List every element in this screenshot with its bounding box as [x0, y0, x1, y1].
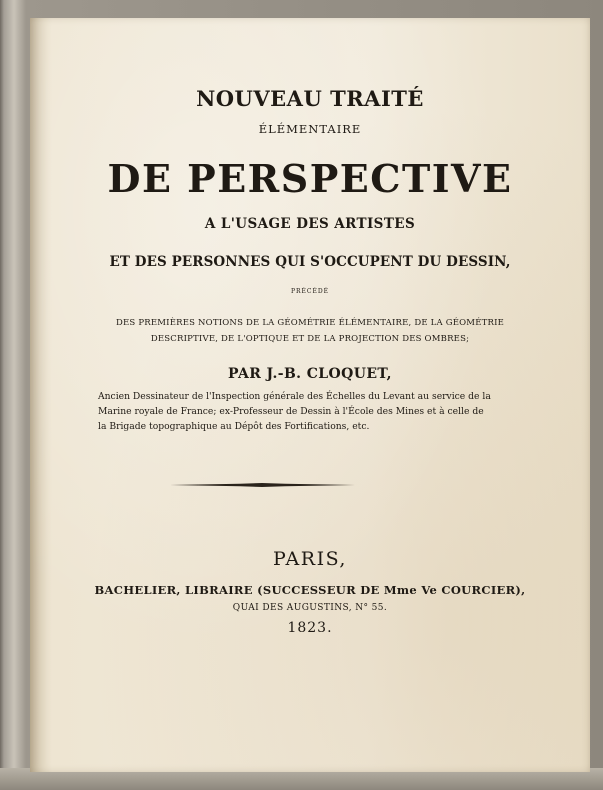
imprint-year: 1823.	[287, 620, 333, 636]
author-line: PAR J.-B. CLOQUET,	[228, 366, 392, 382]
precede-label: PRÉCÉDÉ	[290, 288, 330, 295]
imprint-city: PARIS,	[273, 548, 347, 570]
imprint-publisher: BACHELIER, LIBRAIRE (SUCCESSEUR DE Mme Ve COURCIER),	[94, 583, 526, 597]
title-line-elementaire: ÉLÉMENTAIRE	[258, 122, 362, 136]
title-line-nouveau-traite: NOUVEAU TRAITÉ	[196, 86, 424, 111]
subtitle-personnes-dessin: ET DES PERSONNES QUI S'OCCUPENT DU DESSIN,	[109, 254, 511, 270]
author-credentials-line: la Brigade topographique au Dépôt des Fortifications, etc.	[98, 421, 370, 432]
imprint-address: QUAI DES AUGUSTINS, N° 55.	[232, 603, 388, 613]
author-credentials-line: Marine royale de France; ex-Professeur de Dessin à l'École des Mines et à celle de	[98, 406, 484, 417]
subtitle-usage-artistes: A L'USAGE DES ARTISTES	[204, 216, 416, 232]
title-page	[30, 18, 590, 772]
author-credentials	[98, 389, 491, 434]
ornamental-rule	[170, 483, 355, 487]
contents-line-2: DESCRIPTIVE, DE L'OPTIQUE ET DE LA PROJECTION DES OMBRES;	[150, 334, 470, 344]
title-line-de-perspective: DE PERSPECTIVE	[107, 156, 513, 201]
contents-line-1: DES PREMIÈRES NOTIONS DE LA GÉOMÉTRIE ÉLÉMENTAIRE, DE LA GÉOMÉTRIE	[115, 318, 505, 328]
author-credentials-line: Ancien Dessinateur de l'Inspection générale des Échelles du Levant au service de la	[98, 391, 491, 402]
